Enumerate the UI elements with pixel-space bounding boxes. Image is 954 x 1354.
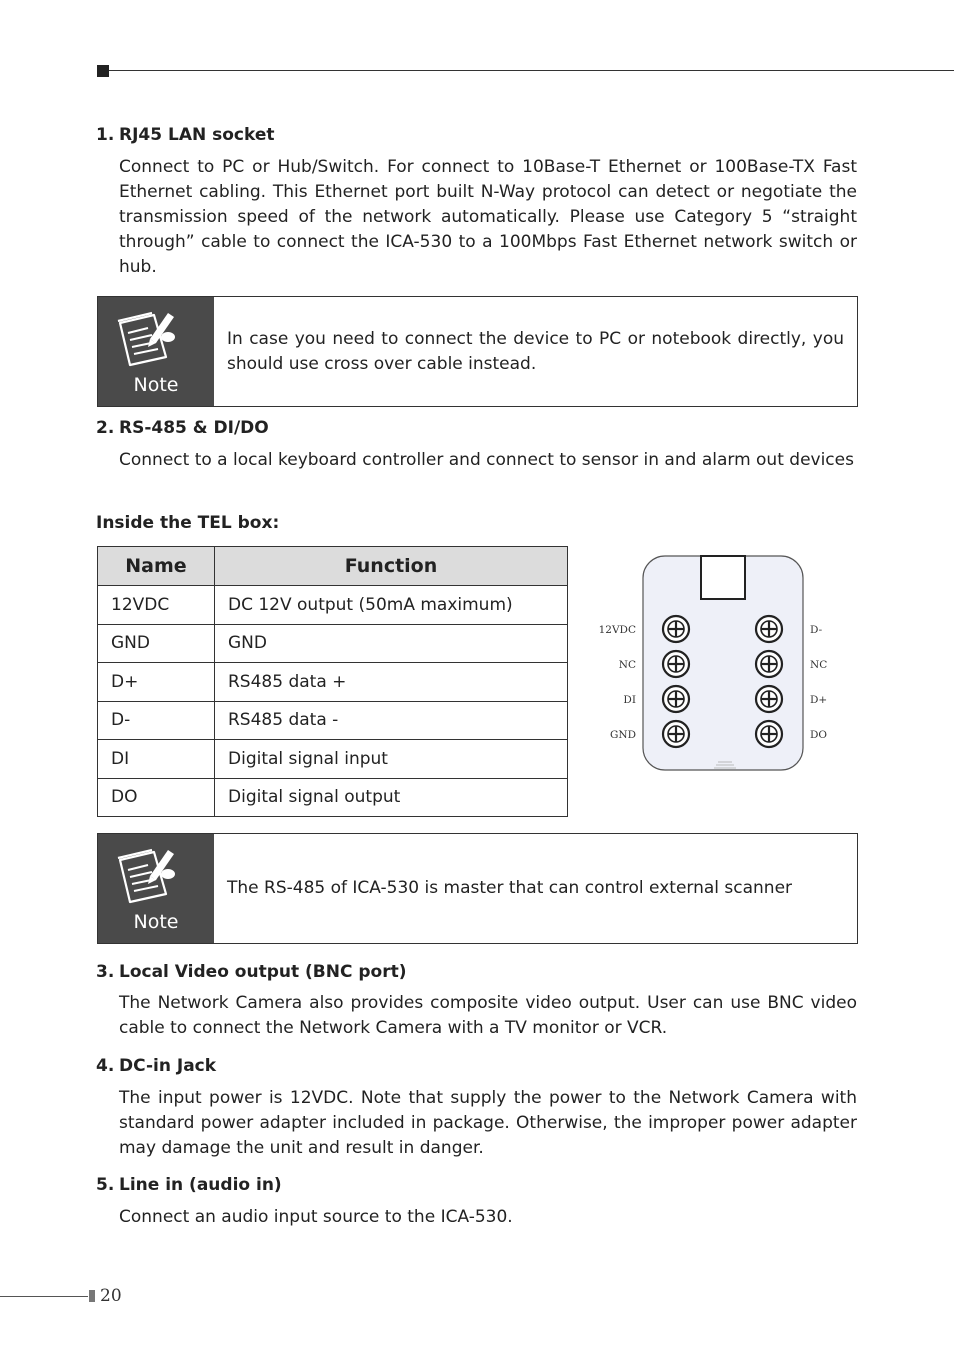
terminal-label-right: D+ [810, 694, 828, 706]
pin-function: RS485 data + [215, 663, 568, 702]
section-2-body: Connect to a local keyboard controller and connect to sensor in and alarm out devices [119, 450, 854, 470]
tel-box-table [97, 546, 568, 817]
terminal-label-right: DO [810, 729, 828, 741]
table-row [98, 586, 568, 625]
section-2-number: 2. [96, 418, 115, 438]
pin-name: GND [98, 624, 215, 663]
screw-icon [756, 686, 782, 712]
table-row [98, 778, 568, 817]
column-header-name: Name [98, 547, 215, 586]
section-4-number: 4. [96, 1056, 115, 1076]
table-row [98, 663, 568, 702]
tel-box-heading: Inside the TEL box: [96, 513, 280, 533]
screw-icon [663, 686, 689, 712]
section-3-body: The Network Camera also provides composite video output. User can use BNC video cable to connect the Network Camera with a TV monitor or VCR. [119, 993, 857, 1038]
pin-function: Digital signal output [215, 778, 568, 817]
page-number: 20 [100, 1286, 122, 1306]
note-pen-icon [114, 844, 178, 906]
note-text-1: In case you need to connect the device to PC or notebook directly, you should use cross over cable instead. [227, 329, 844, 374]
note-pen-icon [114, 307, 178, 369]
pin-name: D+ [98, 663, 215, 702]
table-header-row [98, 547, 568, 586]
screw-icon [663, 616, 689, 642]
footer-rule [0, 1296, 88, 1297]
screw-icon [663, 721, 689, 747]
table-row [98, 624, 568, 663]
screw-icon [663, 651, 689, 677]
section-4-body: The input power is 12VDC. Note that supply the power to the Network Camera with standard power adapter included in package. Otherwise, the improper power adapter may damage the unit and result in danger. [119, 1088, 857, 1158]
section-1-heading [96, 125, 275, 145]
section-3-title: Local Video output (BNC port) [119, 962, 407, 982]
table-row [98, 740, 568, 779]
screw-icon [756, 616, 782, 642]
screw-icon [756, 651, 782, 677]
pin-function: RS485 data - [215, 701, 568, 740]
section-1-title: RJ45 LAN socket [119, 125, 275, 145]
section-3-number: 3. [96, 962, 115, 982]
pin-function: GND [215, 624, 568, 663]
footer-marker [89, 1290, 95, 1302]
pin-function: Digital signal input [215, 740, 568, 779]
pin-name: DO [98, 778, 215, 817]
section-4-title: DC-in Jack [119, 1056, 217, 1076]
connector-window [701, 556, 745, 599]
section-3-heading [96, 962, 407, 982]
pin-name: DI [98, 740, 215, 779]
section-5-number: 5. [96, 1175, 115, 1195]
note-label-2: Note [133, 911, 179, 933]
note-box-1 [97, 296, 858, 407]
header-rule [109, 70, 954, 71]
terminal-label-left: DI [623, 694, 636, 706]
section-5-title: Line in (audio in) [119, 1175, 282, 1195]
section-2-heading [96, 418, 269, 438]
terminal-label-left: GND [610, 729, 636, 741]
terminal-label-left: 12VDC [598, 624, 636, 636]
note-panel-2 [98, 834, 214, 943]
note-box-2 [97, 833, 858, 944]
terminal-label-left: NC [618, 659, 636, 671]
terminal-label-right: NC [810, 659, 828, 671]
column-header-function: Function [215, 547, 568, 586]
screw-icon [756, 721, 782, 747]
section-1-number: 1. [96, 125, 115, 145]
terminal-block-diagram [590, 550, 840, 776]
note-panel-1 [98, 297, 214, 406]
note-text-2: The RS-485 of ICA-530 is master that can control external scanner [227, 878, 793, 898]
pin-name: 12VDC [98, 586, 215, 625]
terminal-label-right: D- [810, 624, 823, 636]
pin-name: D- [98, 701, 215, 740]
note-label-1: Note [133, 374, 179, 396]
section-5-body: Connect an audio input source to the ICA-530. [119, 1207, 513, 1227]
section-2-title: RS-485 & DI/DO [119, 418, 269, 438]
section-5-heading [96, 1175, 282, 1195]
header-square-marker [97, 65, 109, 77]
section-1-body: Connect to PC or Hub/Switch. For connect to 10Base-T Ethernet or 100Base-TX Fast Ethernet cabling. This Ethernet port built N-Way protocol can detect or negotiate the transmission speed of the network automatically. Please use Category 5 “straight through” cable to connect the ICA-530 to a 100Mbps Fast Ethernet network switch or hub. [119, 157, 857, 277]
section-4-heading [96, 1056, 216, 1076]
table-row [98, 701, 568, 740]
pin-function: DC 12V output (50mA maximum) [215, 586, 568, 625]
